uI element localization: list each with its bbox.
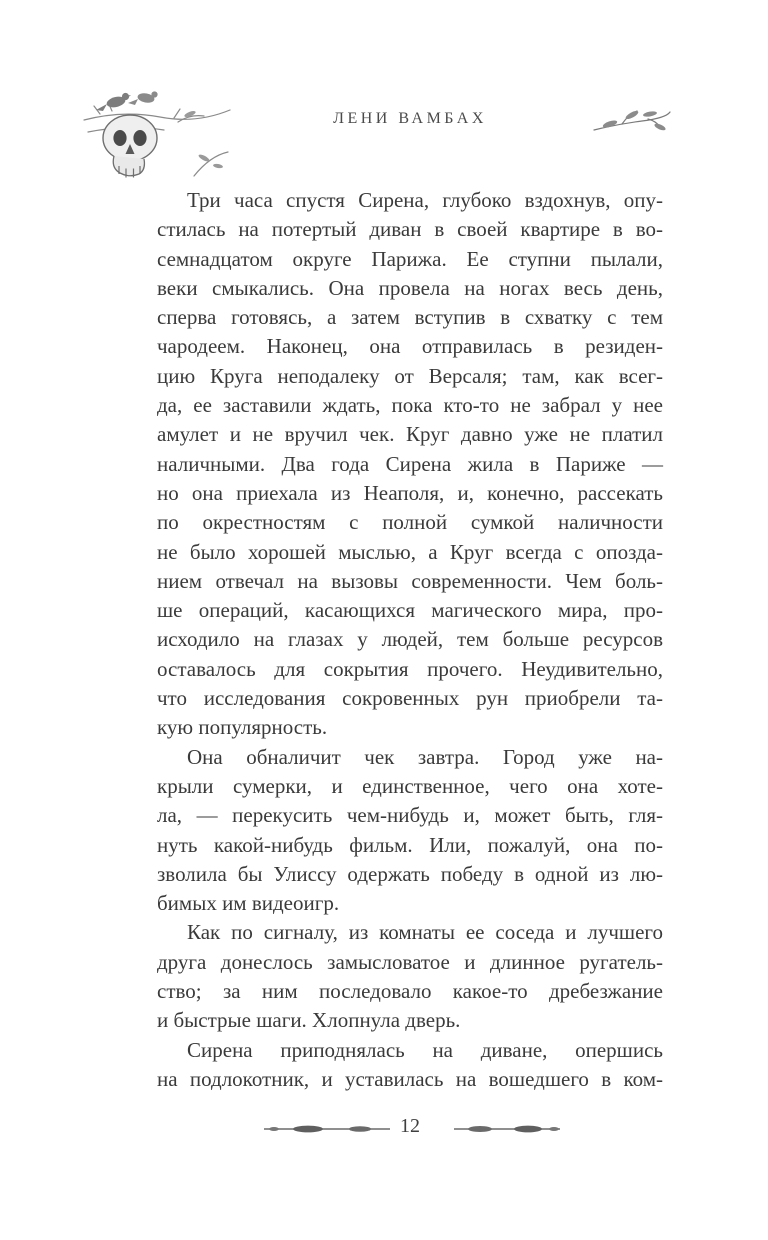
skull-icon (103, 115, 157, 178)
text-line: по окрестностям с полной сумкой наличности (157, 510, 663, 535)
text-line: Три часа спустя Сирена, глубоко вздохнув, опу- (187, 188, 663, 212)
text-line: Она обналичит чек завтра. Город уже на- (187, 744, 663, 769)
bird-icon (128, 91, 158, 105)
paragraph (157, 1036, 663, 1095)
text-line: сперва готовясь, а затем вступив в схватку с тем (157, 305, 663, 330)
vine-flourish-right-icon (452, 1123, 562, 1135)
text-line: оставалось для сокрытия прочего. Неудивительно, (157, 656, 663, 681)
text-line: ла, — перекусить чем-нибудь и, может быть, гля- (157, 803, 663, 828)
text-line: Как по сигналу, из комнаты ее соседа и лучшего (187, 920, 663, 945)
text-line: стилась на потертый диван в своей квартире в во- (157, 217, 663, 242)
text-line: крыли сумерки, и единственное, чего она хоте- (157, 773, 663, 798)
text-line: чародеем. Наконец, она отправилась в резиден- (157, 334, 663, 359)
paragraph (157, 186, 663, 743)
text-line: кую популярность. (157, 715, 328, 740)
text-line: семнадцатом округе Парижа. Ее ступни пылали, (157, 246, 663, 271)
text-line: цию Круга неподалеку от Версаля; там, как всег- (157, 363, 663, 388)
text-line: да, ее заставили ждать, пока кто-то не забрал у нее (157, 393, 663, 418)
text-line: веки смыкались. Она провела на ногах весь день, (157, 275, 663, 300)
body-text (157, 186, 663, 1094)
paragraph (157, 918, 663, 1035)
text-line: Сирена приподнялась на диване, опершись (187, 1037, 663, 1062)
text-line: бимых им видеоигр. (157, 891, 340, 916)
text-line: амулет и не вручил чек. Круг давно уже не платил (157, 422, 663, 447)
text-line: ство; за ним последовало какое-то дребезжание (157, 979, 663, 1004)
text-line: на подлокотник, и уставилась на вошедшего в ком- (157, 1066, 663, 1091)
text-line: и быстрые шаги. Хлопнула дверь. (157, 1008, 461, 1033)
text-line: зволила бы Улиссу одержать победу в одной из лю- (157, 861, 663, 886)
text-line: ше операций, касающихся магического мира, про- (157, 598, 663, 623)
paragraph (157, 743, 663, 919)
text-line: что исследования сокровенных рун приобрели та- (157, 686, 663, 711)
text-line: наличными. Два года Сирена жила в Париже — (157, 451, 663, 476)
text-line: не было хорошей мыслью, а Круг всегда с опозда- (157, 539, 663, 564)
page-number: 12 (400, 1115, 420, 1137)
text-line: нуть какой-нибудь фильм. Или, пожалуй, она по- (157, 832, 663, 857)
text-line: но она приехала из Неаполя, и, конечно, рассекать (157, 480, 663, 505)
text-line: исходило на глазах у людей, тем больше ресурсов (157, 627, 663, 652)
bird-icon (96, 93, 131, 111)
skull-with-birds-illustration-icon (78, 80, 236, 182)
running-header: ЛЕНИ ВАМБАХ (333, 110, 487, 127)
leaf-branch-illustration-icon (592, 102, 672, 146)
page-footer (157, 1112, 663, 1146)
text-line: друга донеслось замысловатое и длинное ругатель- (157, 949, 663, 974)
text-line: нием отвечал на вызовы современности. Чем боль- (157, 568, 663, 593)
